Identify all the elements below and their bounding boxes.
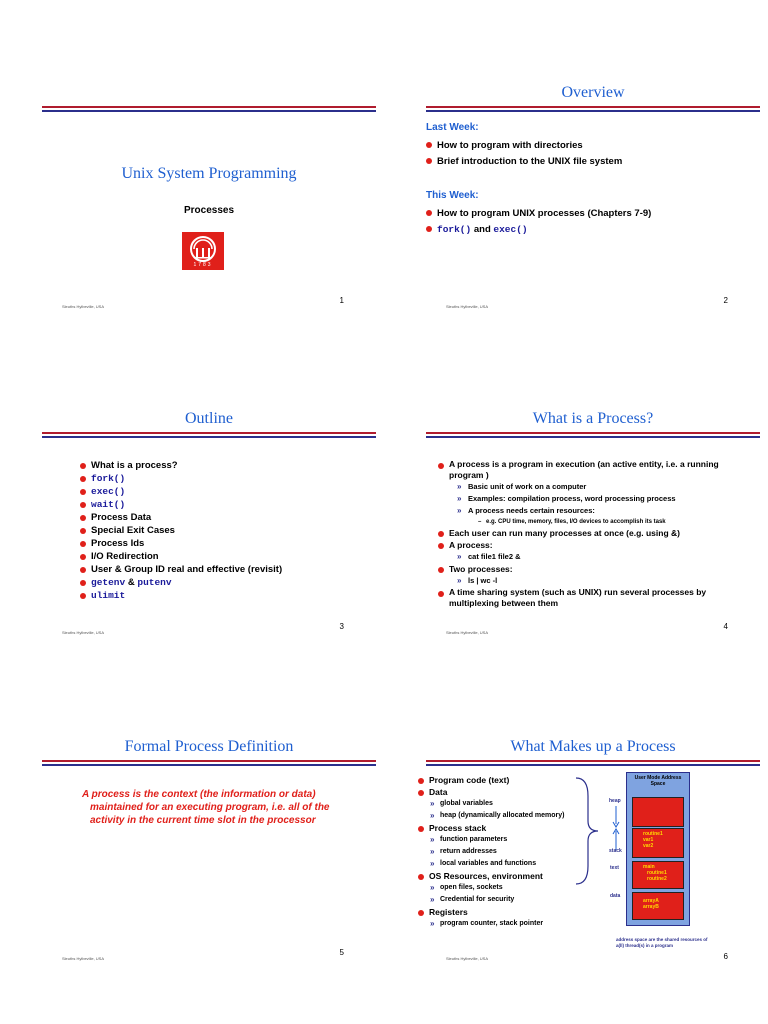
- process-list: [438, 459, 728, 609]
- slide-4: [384, 326, 768, 651]
- slide-1: [0, 0, 384, 325]
- title-rule: [42, 760, 376, 766]
- slide-5: [0, 652, 384, 977]
- list-item: Process Ids: [80, 537, 360, 550]
- list-item: fork(): [80, 472, 360, 485]
- list-item: User & Group ID real and effective (revisit): [80, 563, 360, 576]
- list-item: Data: [418, 786, 598, 798]
- page-number: 5: [339, 948, 344, 957]
- putenv-code: putenv: [137, 577, 172, 588]
- sub-item: » function parameters: [430, 835, 508, 844]
- arrow-up-icon: [612, 828, 620, 850]
- definition-text: A process is the context (the information or data) maintained for an executing program, i.e. all of the activity in the current time slot in the processor: [82, 789, 330, 826]
- list-item: How to program UNIX processes (Chapters 7-9): [426, 206, 756, 222]
- page-number: 6: [723, 952, 728, 961]
- slide-3: [0, 326, 384, 651]
- page-number: 3: [339, 622, 344, 631]
- sub-item: » ls | wc -l: [457, 576, 498, 585]
- slide-title: What is a Process?: [532, 410, 654, 427]
- data-region: arrayA arrayB: [632, 892, 684, 920]
- slide-footer: Sleuths Hylbeville, USA: [62, 304, 105, 309]
- title-rule: [426, 106, 760, 112]
- list-item: How to program with directories: [426, 138, 756, 154]
- last-week-list: [426, 138, 756, 170]
- slide-subtitle: Processes: [183, 205, 235, 216]
- sub-item: » cat file1 file2 &: [457, 552, 521, 561]
- fork-code: fork(): [437, 224, 472, 235]
- page-number: 2: [723, 296, 728, 305]
- slide-title: Unix System Programming: [121, 165, 297, 182]
- list-item: Program code (text): [418, 774, 598, 786]
- heap-label: heap: [609, 798, 621, 804]
- title-rule: [42, 106, 376, 112]
- getenv-code: getenv: [91, 577, 126, 588]
- university-logo: [182, 232, 224, 270]
- stack-label: stack: [609, 848, 622, 854]
- text-region: main routine1 routine2: [632, 861, 684, 889]
- list-item: A process is a program in execution (an active entity, i.e. a running program ): [438, 459, 728, 481]
- slide-2: [384, 0, 768, 325]
- list-item: I/O Redirection: [80, 550, 360, 563]
- list-item: OS Resources, environment: [418, 870, 598, 882]
- slide-title: Outline: [185, 410, 233, 427]
- brace-icon: [574, 776, 604, 886]
- slide-footer: Sleuths Hylbeville, USA: [446, 956, 489, 961]
- sub-item: » heap (dynamically allocated memory): [430, 811, 565, 820]
- list-item: Brief introduction to the UNIX file system: [426, 154, 756, 170]
- address-space-diagram: [626, 772, 690, 926]
- slide-6: [384, 652, 768, 977]
- list-item: [80, 576, 360, 589]
- this-week-label: This Week:: [426, 190, 479, 201]
- slide-footer: Sleuths Hylbeville, USA: [62, 956, 105, 961]
- arrow-down-icon: [612, 806, 620, 828]
- sub-item: » open files, sockets: [430, 883, 503, 892]
- exec-code: exec(): [493, 224, 528, 235]
- list-item: Each user can run many processes at once (e.g. using &): [438, 527, 728, 539]
- sub-sub-item: – e.g. CPU time, memory, files, I/O devices to accomplish its task: [478, 519, 666, 525]
- list-item: Special Exit Cases: [80, 524, 360, 537]
- list-item: [426, 222, 756, 238]
- data-label: data: [610, 893, 621, 899]
- this-week-list: [426, 206, 756, 238]
- sub-item: » local variables and functions: [430, 859, 537, 868]
- sub-item: » Examples: compilation process, word processing process: [457, 494, 676, 503]
- title-rule: [426, 432, 760, 438]
- sub-item: » A process needs certain resources:: [457, 506, 595, 515]
- title-rule: [42, 432, 376, 438]
- and-text: and: [473, 224, 491, 235]
- sub-item: » program counter, stack pointer: [430, 919, 544, 928]
- sub-item: » Basic unit of work on a computer: [457, 482, 587, 491]
- logo-year: 1783: [193, 262, 213, 268]
- slide-footer: Sleuths Hylbeville, USA: [62, 630, 105, 635]
- list-item: A time sharing system (such as UNIX) run several processes by multiplexing between them: [438, 587, 728, 609]
- slide-title: Formal Process Definition: [124, 738, 294, 755]
- slide-footer: Sleuths Hylbeville, USA: [446, 630, 489, 635]
- title-rule: [426, 760, 760, 766]
- list-item: Process stack: [418, 822, 598, 834]
- outline-list: [80, 459, 360, 602]
- list-item: What is a process?: [80, 459, 360, 472]
- slide-title: What Makes up a Process: [510, 738, 676, 755]
- process-parts-list: [418, 774, 598, 930]
- sub-item: » global variables: [430, 799, 493, 808]
- list-item: ulimit: [80, 589, 360, 602]
- page-number: 1: [339, 296, 344, 305]
- diagram-caption: address space are the shared resources of a(ll) thread(s) in a program: [616, 937, 708, 948]
- list-item: exec(): [80, 485, 360, 498]
- list-item: Two processes:: [438, 563, 728, 575]
- heap-region: [632, 797, 684, 827]
- sub-item: » Credential for security: [430, 895, 515, 904]
- list-item: Process Data: [80, 511, 360, 524]
- list-item: wait(): [80, 498, 360, 511]
- page-number: 4: [723, 622, 728, 631]
- sub-item: » return addresses: [430, 847, 497, 856]
- stack-region: routine1 var1 var2: [632, 828, 684, 858]
- slide-footer: Sleuths Hylbeville, USA: [446, 304, 489, 309]
- list-item: A process:: [438, 539, 728, 551]
- list-item: Registers: [418, 906, 598, 918]
- diagram-header: User Mode Address Space: [634, 775, 682, 787]
- amp-text: &: [127, 577, 135, 588]
- slide-title: Overview: [561, 84, 625, 101]
- last-week-label: Last Week:: [426, 122, 479, 133]
- text-label: text: [610, 865, 619, 871]
